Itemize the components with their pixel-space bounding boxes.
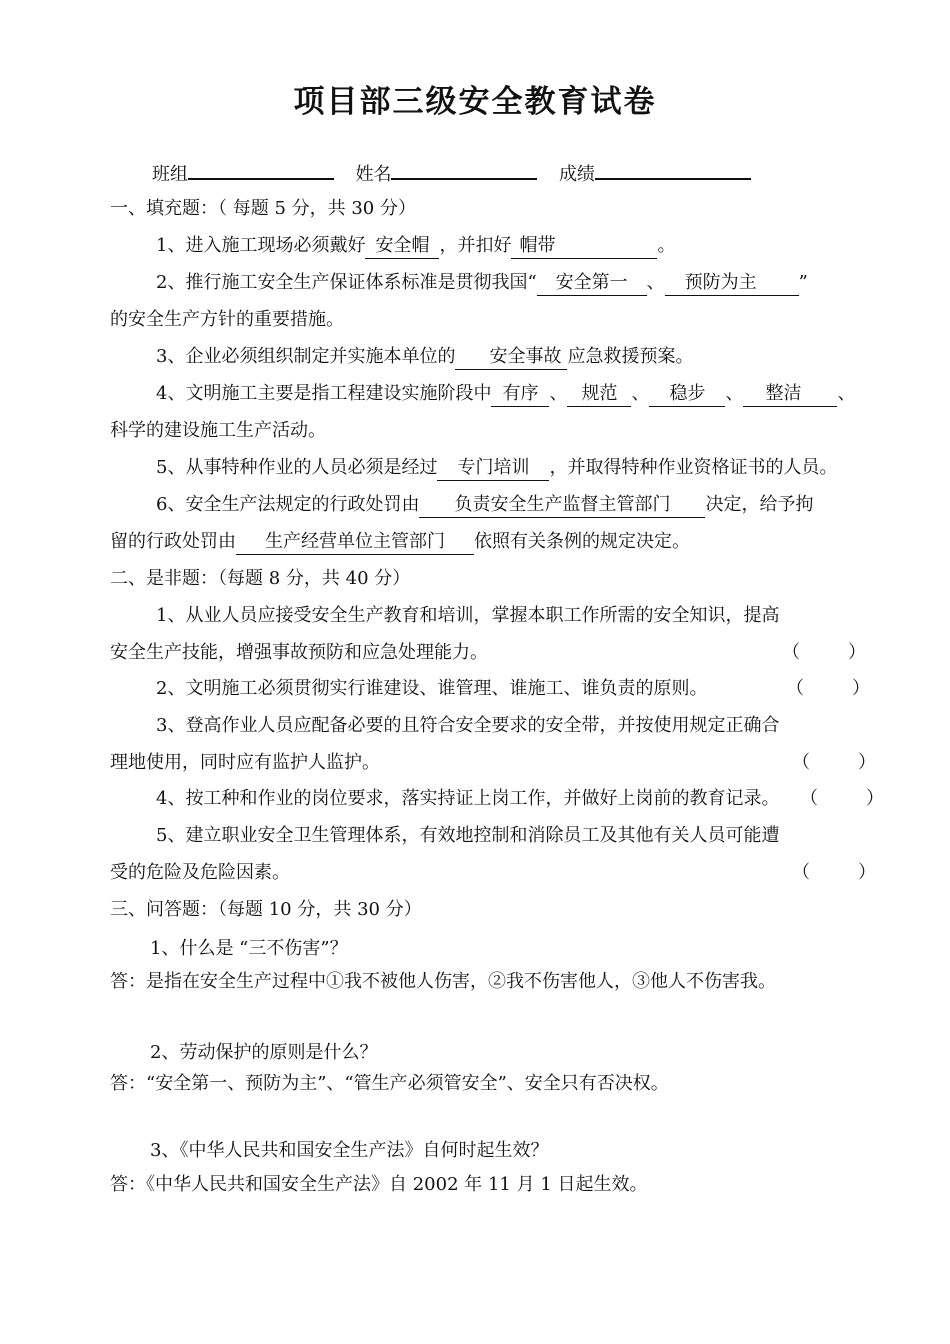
s1-q5-text-post: ，并取得特种作业资格证书的人员。 bbox=[549, 457, 838, 478]
score-label: 成绩 bbox=[558, 164, 595, 185]
s1-q4-sep1: 、 bbox=[549, 383, 568, 404]
s1-q6 bbox=[156, 492, 813, 518]
s1-q6-line2-text: 留的行政处罚由 bbox=[110, 531, 236, 552]
page-title: 项目部三级安全教育试卷 bbox=[293, 84, 657, 120]
s1-q6-answer1[interactable]: 负责安全生产监督主管部门 bbox=[419, 493, 705, 518]
s3-q1-answer: 答：是指在安全生产过程中①我不被他人伤害，②我不伤害他人，③他人不伤害我。 bbox=[110, 971, 776, 992]
s2-q2-line1 bbox=[156, 676, 707, 702]
s2-q2-text: 2、文明施工必须贯彻实行谁建设、谁管理、谁施工、谁负责的原则。 bbox=[156, 678, 708, 699]
s3-q2-answer: 答：“安全第一、预防为主”、“管生产必须管安全”、安全只有否决权。 bbox=[110, 1073, 669, 1094]
s1-q4-line2: 科学的建设施工生产活动。 bbox=[110, 420, 326, 441]
s2-q4-answer-box[interactable] bbox=[800, 786, 884, 812]
paren-open: （ bbox=[792, 752, 810, 773]
s1-q1-text-post: 。 bbox=[657, 235, 676, 256]
s2-q1-line1: 1、从业人员应接受安全生产教育和培训，掌握本职工作所需的安全知识，提高 bbox=[156, 605, 780, 626]
s1-q3-text: 3、企业必须组织制定并实施本单位的 bbox=[156, 346, 456, 367]
s2-q1-answer-box[interactable] bbox=[782, 640, 866, 666]
s1-q2 bbox=[156, 270, 808, 296]
paren-open: （ bbox=[786, 678, 804, 699]
s1-q4-sep4: 、 bbox=[837, 383, 856, 404]
s3-q2-question: 2、劳动保护的原则是什么？ bbox=[150, 1042, 378, 1063]
s1-q2-text: 2、推行施工安全生产保证体系标准是贯彻我国“ bbox=[156, 272, 537, 293]
s1-q5-text: 5、从事特种作业的人员必须是经过 bbox=[156, 457, 438, 478]
s1-q6-text: 6、安全生产法规定的行政处罚由 bbox=[156, 494, 420, 515]
s1-q2-line2: 的安全生产方针的重要措施。 bbox=[110, 309, 344, 330]
s1-q4-answer2[interactable]: 规范 bbox=[567, 382, 631, 407]
s1-q5-answer1[interactable]: 专门培训 bbox=[437, 456, 549, 481]
s1-q4-sep2: 、 bbox=[631, 383, 650, 404]
s1-q6-answer2[interactable]: 生产经营单位主管部门 bbox=[236, 530, 474, 555]
s1-q1-text-mid: ，并扣好 bbox=[439, 235, 512, 256]
s1-q4 bbox=[156, 381, 855, 407]
section2-heading: 二、是非题：（每题 8 分，共 40 分） bbox=[110, 568, 411, 589]
s1-q1-answer1[interactable]: 安全帽 bbox=[365, 234, 439, 259]
s2-q5-answer-box[interactable] bbox=[792, 860, 876, 886]
s1-q3-answer1[interactable]: 安全事故 bbox=[455, 345, 567, 370]
s1-q2-text-post: ” bbox=[798, 272, 808, 293]
paren-close: ） bbox=[848, 642, 866, 663]
s2-q1-line2: 安全生产技能，增强事故预防和应急处理能力。 bbox=[110, 642, 488, 663]
s1-q6-text-post: 决定，给予拘 bbox=[705, 494, 814, 515]
paren-open: （ bbox=[800, 788, 818, 809]
s2-q2-answer-box[interactable] bbox=[786, 676, 870, 702]
s2-q5-line1: 5、建立职业安全卫生管理体系，有效地控制和消除员工及其他有关人员可能遭 bbox=[156, 825, 780, 846]
s2-q3-answer-box[interactable] bbox=[792, 750, 876, 776]
s1-q2-answer1[interactable]: 安全第一 bbox=[537, 271, 647, 296]
s1-q3 bbox=[156, 344, 693, 370]
s1-q2-sep: 、 bbox=[646, 272, 665, 293]
s1-q5 bbox=[156, 455, 837, 481]
s1-q3-text-post: 应急救援预案。 bbox=[567, 346, 694, 367]
header-fields bbox=[152, 158, 751, 188]
s1-q6-line2-post: 依照有关条例的规定决定。 bbox=[474, 531, 690, 552]
s2-q5-line2: 受的危险及危险因素。 bbox=[110, 862, 290, 883]
name-field[interactable] bbox=[391, 158, 537, 180]
class-label: 班组 bbox=[152, 164, 188, 185]
paren-close: ） bbox=[858, 862, 876, 883]
s3-q3-question: 3、《中华人民共和国安全生产法》自何时起生效？ bbox=[150, 1140, 549, 1161]
s3-q3-answer: 答：《中华人民共和国安全生产法》自 2002 年 11 月 1 日起生效。 bbox=[110, 1174, 648, 1195]
s1-q1-answer2[interactable]: 帽带 bbox=[511, 234, 657, 259]
class-field[interactable] bbox=[188, 158, 334, 180]
s2-q3-line2: 理地使用，同时应有监护人监护。 bbox=[110, 752, 380, 773]
paren-open: （ bbox=[782, 642, 800, 663]
s1-q4-text: 4、文明施工主要是指工程建设实施阶段中 bbox=[156, 383, 492, 404]
s1-q1-text: 1、进入施工现场必须戴好 bbox=[156, 235, 366, 256]
score-field[interactable] bbox=[595, 158, 751, 180]
s2-q3-line1: 3、登高作业人员应配备必要的且符合安全要求的安全带，并按使用规定正确合 bbox=[156, 715, 780, 736]
s1-q2-answer2[interactable]: 预防为主 bbox=[665, 271, 799, 296]
s2-q4-line1: 4、按工种和作业的岗位要求，落实持证上岗工作，并做好上岗前的教育记录。 bbox=[156, 788, 780, 809]
section3-heading: 三、问答题：（每题 10 分，共 30 分） bbox=[110, 899, 422, 920]
s1-q1 bbox=[156, 233, 675, 259]
s3-q1-question: 1、什么是 “三不伤害”？ bbox=[150, 938, 348, 959]
paren-close: ） bbox=[858, 752, 876, 773]
paren-close: ） bbox=[866, 788, 884, 809]
s1-q4-answer4[interactable]: 整洁 bbox=[743, 382, 837, 407]
s1-q4-answer1[interactable]: 有序 bbox=[491, 382, 549, 407]
paren-close: ） bbox=[852, 678, 870, 699]
name-label: 姓名 bbox=[355, 164, 392, 185]
section1-heading: 一、填充题：（ 每题 5 分，共 30 分） bbox=[110, 198, 416, 219]
paren-open: （ bbox=[792, 862, 810, 883]
s1-q4-sep3: 、 bbox=[725, 383, 744, 404]
s1-q6-line2 bbox=[110, 529, 690, 555]
s1-q4-answer3[interactable]: 稳步 bbox=[649, 382, 725, 407]
